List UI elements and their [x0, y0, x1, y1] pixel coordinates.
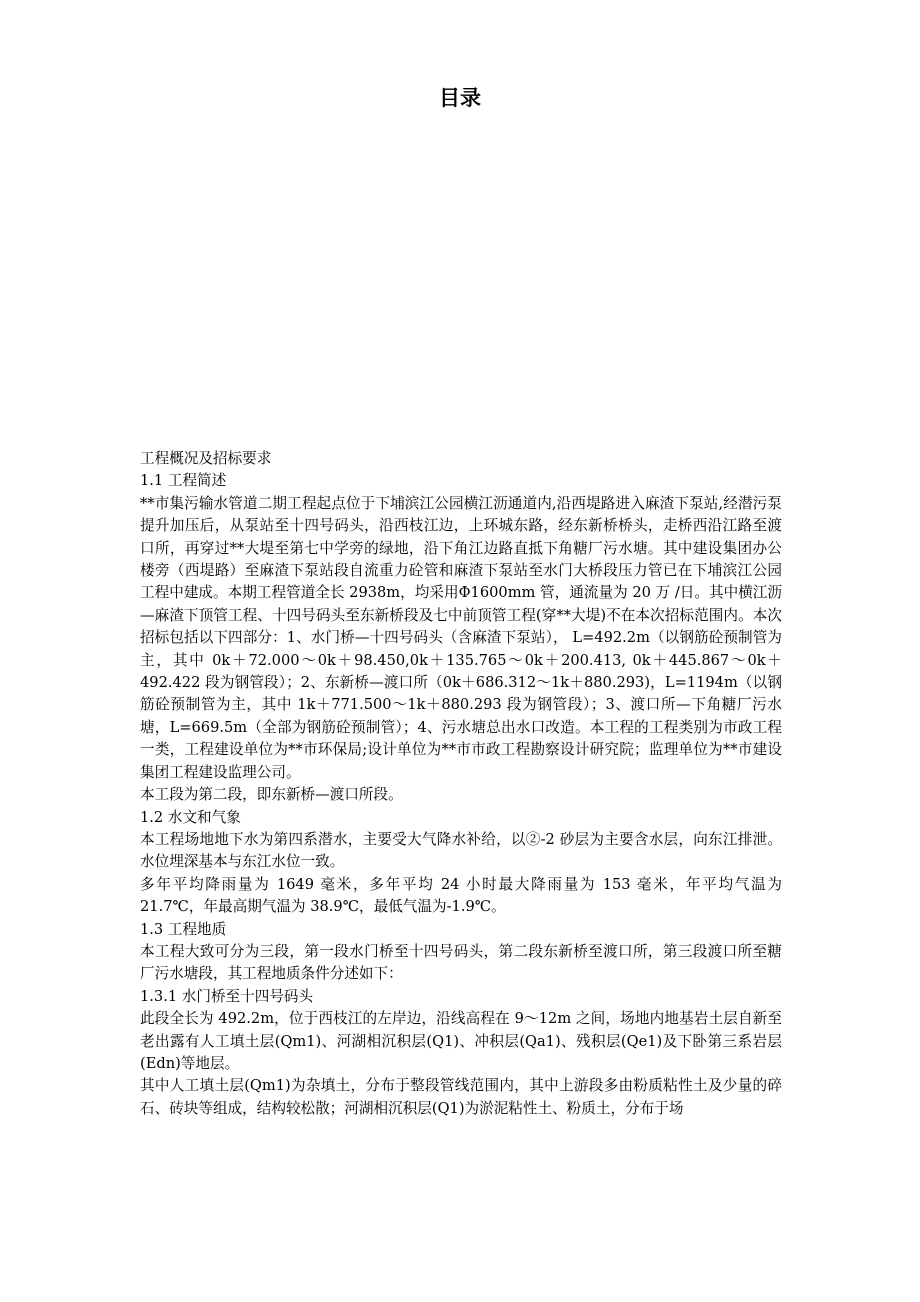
- subsection-heading: 1.3.1 水门桥至十四号码头: [140, 987, 314, 1005]
- body-paragraph: **市集污输水管道二期工程起点位于下埔滨江公园横江沥通道内,沿西堤路进入麻渣下泵站,经潜污泵提升加压后，从泵站至十四号码头，沿西枝江边，上环城东路，经东新桥桥头，走桥西沿江路至渡口所，再穿过**大堤至第七中学旁的绿地，沿下角江边路直抵下角糖厂污水塘。其中建设集团办公楼旁（西堤路）至麻渣下泵站段自流重力砼管和麻渣下泵站至水门大桥段压力管已在下埔滨江公园工程中建成。本期工程管道全长 2938m，均采用Φ1600mm 管，通流量为 20 万 /日。其中横江沥—麻渣下顶管工程、十四号码头至东新桥段及七中前顶管工程(穿**大堤)不在本次招标范围内。本次招标包括以下四部分：1、水门桥—十四号码头（含麻渣下泵站）， L=492.2m（以钢筋砼预制管为主，其中 0k＋72.000～0k＋98.450,0k＋135.765～0k＋200.413, 0k＋445.867～0k＋492.422 段为钢管段）；2、东新桥—渡口所（0k＋686.312～1k＋880.293)，L=1194m（以钢筋砼预制管为主，其中 1k＋771.500～1k＋880.293 段为钢管段）；3、渡口所—下角糖厂污水塘，L=669.5m（全部为钢筋砼预制管）；4、污水塘总出水口改造。本工程的工程类别为市政工程一类，工程建设单位为**市环保局;设计单位为**市市政工程勘察设计研究院；监理单位为**市建设集团工程建设监理公司。: [140, 494, 782, 781]
- section-heading: 工程概况及招标要求: [140, 450, 272, 467]
- subsection-heading: 1.2 水文和气象: [140, 808, 241, 826]
- document-body: [140, 448, 782, 1120]
- body-paragraph: 此段全长为 492.2m，位于西枝江的左岸边，沿线高程在 9～12m 之间，场地内地基岩土层自新至老出露有人工填土层(Qm1)、河湖相沉积层(Q1)、冲积层(Qa1)、残积层(Qe1)及下卧第三系岩层(Edn)等地层。: [140, 1010, 782, 1072]
- body-paragraph: 本工程大致可分为三段，第一段水门桥至十四号码头，第二段东新桥至渡口所，第三段渡口所至糖厂污水塘段，其工程地质条件分述如下：: [140, 942, 782, 983]
- body-paragraph: 其中人工填土层(Qm1)为杂填土，分布于整段管线范围内，其中上游段多由粉质粘性土及少量的碎石、砖块等组成，结构较松散；河湖相沉积层(Q1)为淤泥粘性土、粉质土，分布于场: [140, 1077, 782, 1117]
- body-paragraph: 多年平均降雨量为 1649 毫米，多年平均 24 小时最大降雨量为 153 毫米，年平均气温为 21.7℃，年最高期气温为 38.9℃，最低气温为-1.9℃。: [140, 875, 782, 916]
- body-paragraph: 本工程场地地下水为第四系潜水，主要受大气降水补给，以②-2 砂层为主要含水层，向东江排泄。水位埋深基本与东江水位一致。: [140, 830, 782, 871]
- subsection-heading: 1.1 工程简述: [140, 472, 227, 490]
- document-title: 目录: [439, 86, 481, 110]
- subsection-heading: 1.3 工程地质: [140, 920, 227, 938]
- body-paragraph: 本工段为第二段，即东新桥—渡口所段。: [140, 786, 403, 804]
